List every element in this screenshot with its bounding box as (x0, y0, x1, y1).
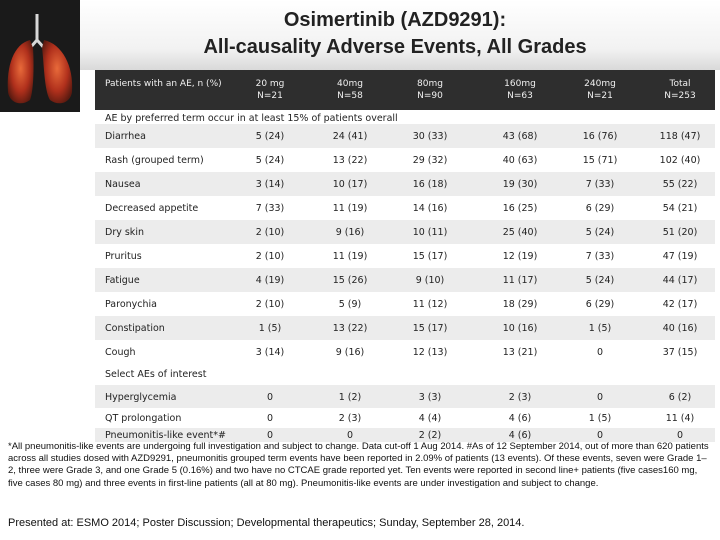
table-cell: 3 (14) (255, 347, 285, 358)
table-cell: 10 (17) (332, 179, 368, 190)
row-label: Rash (grouped term) (105, 155, 204, 166)
row-label: Dry skin (105, 227, 144, 238)
table-cell: 2 (2) (418, 430, 442, 441)
table-cell: 1 (5) (588, 323, 612, 334)
table-cell: 7 (33) (585, 179, 615, 190)
table-cell: 4 (19) (255, 275, 285, 286)
table-row (95, 340, 715, 364)
table-cell: 16 (18) (412, 179, 448, 190)
table-row (95, 148, 715, 172)
table-cell: 0 (676, 430, 684, 441)
column-header-240mg (570, 78, 630, 102)
table-cell: 19 (30) (502, 179, 538, 190)
table-row (95, 268, 715, 292)
table-cell: 15 (17) (412, 251, 448, 262)
table-cell: 5 (24) (255, 131, 285, 142)
table-cell: 5 (24) (255, 155, 285, 166)
row-label: Cough (105, 347, 136, 358)
table-cell: 30 (33) (412, 131, 448, 142)
table-row (95, 220, 715, 244)
table-cell: 18 (29) (502, 299, 538, 310)
table-cell: 7 (33) (585, 251, 615, 262)
table-cell: 12 (13) (412, 347, 448, 358)
table-cell: 3 (14) (255, 179, 285, 190)
table-cell: 1 (2) (338, 392, 362, 403)
row-label: Nausea (105, 179, 141, 190)
table-row (95, 244, 715, 268)
title-banner (0, 0, 720, 70)
section-label: AE by preferred term occur in at least 15% of patients overall (105, 113, 398, 124)
table-row (95, 428, 715, 442)
column-header-80mg (400, 78, 460, 102)
column-n: N=21 (257, 91, 283, 101)
table-cell: 5 (24) (585, 275, 615, 286)
column-n: N=58 (337, 91, 363, 101)
header-label: Patients with an AE, n (%) (105, 79, 222, 89)
table-cell: 7 (33) (255, 203, 285, 214)
table-cell: 102 (40) (659, 155, 701, 166)
table-cell: 118 (47) (659, 131, 701, 142)
table-cell: 55 (22) (662, 179, 698, 190)
table-cell: 2 (10) (255, 251, 285, 262)
page-title-line-1: Osimertinib (AZD9291): (283, 9, 507, 31)
column-dose: 20 mg (255, 79, 285, 89)
table-cell: 11 (19) (332, 251, 368, 262)
column-n: N=63 (507, 91, 533, 101)
row-label: Pruritus (105, 251, 142, 262)
column-header-160mg (490, 78, 550, 102)
table-cell: 9 (10) (415, 275, 445, 286)
table-cell: 0 (596, 430, 604, 441)
column-n: N=90 (417, 91, 443, 101)
column-n: N=253 (664, 91, 696, 101)
table-cell: 9 (16) (335, 347, 365, 358)
table-cell: 24 (41) (332, 131, 368, 142)
column-n: N=21 (587, 91, 613, 101)
column-dose: Total (669, 79, 691, 89)
table-cell: 5 (24) (585, 227, 615, 238)
table-cell: 29 (32) (412, 155, 448, 166)
table-cell: 47 (19) (662, 251, 698, 262)
row-label: Decreased appetite (105, 203, 199, 214)
table-header (95, 70, 715, 110)
table-cell: 16 (76) (582, 131, 618, 142)
column-header-total (650, 78, 710, 102)
table-cell: 6 (29) (585, 299, 615, 310)
presented-at-citation: Presented at: ESMO 2014; Poster Discussion; Developmental therapeutics; Sunday, September 28, 2014. (8, 517, 525, 529)
column-dose: 160mg (504, 79, 536, 89)
table-cell: 0 (596, 347, 604, 358)
row-label: QT prolongation (105, 413, 182, 424)
row-label: Pneumonitis-like event*# (105, 430, 226, 441)
table-cell: 11 (19) (332, 203, 368, 214)
table-cell: 40 (16) (662, 323, 698, 334)
row-label: Diarrhea (105, 131, 146, 142)
column-dose: 40mg (337, 79, 363, 89)
table-cell: 4 (6) (508, 413, 532, 424)
table-cell: 15 (71) (582, 155, 618, 166)
table-cell: 15 (17) (412, 323, 448, 334)
table-cell: 16 (25) (502, 203, 538, 214)
section-label: Select AEs of interest (105, 369, 207, 380)
table-row (95, 124, 715, 148)
table-cell: 6 (29) (585, 203, 615, 214)
row-label: Constipation (105, 323, 165, 334)
footnote: *All pneumonitis-like events are undergoing full investigation and subject to change. Data cut-off 1 Aug 2014. #As of 12 September 2014, out of more than 620 patients across all studies dosed with AZD9291, pneumonitis grouped term events have been reported in 2.09% of patients (13 events). Of these events, seven were Grade 1–2, three were Grade 3, and one Grade 5 (0.16%) and two have no CTCAE grade reported yet. Ten events were reported in second line+ patients (five cases160 mg, five cases 80 mg) and three events in first-line patients (all at 80 mg). Pneumonitis-like events are under investigation and subject to change. (8, 441, 709, 489)
table-cell: 42 (17) (662, 299, 698, 310)
lungs-icon (0, 0, 80, 112)
table-cell: 3 (3) (418, 392, 442, 403)
table-cell: 0 (596, 392, 604, 403)
table-cell: 13 (21) (502, 347, 538, 358)
table-cell: 40 (63) (502, 155, 538, 166)
table-cell: 10 (16) (502, 323, 538, 334)
table-cell: 11 (4) (665, 413, 695, 424)
table-row (95, 196, 715, 220)
table-cell: 15 (26) (332, 275, 368, 286)
table-row (95, 316, 715, 340)
table-row (95, 385, 715, 409)
table-cell: 6 (2) (668, 392, 692, 403)
column-dose: 80mg (417, 79, 443, 89)
table-cell: 11 (12) (412, 299, 448, 310)
table-cell: 0 (266, 430, 274, 441)
table-cell: 2 (10) (255, 227, 285, 238)
column-header-40mg (320, 78, 380, 102)
table-cell: 1 (5) (588, 413, 612, 424)
table-cell: 10 (11) (412, 227, 448, 238)
table-cell: 4 (4) (418, 413, 442, 424)
table-cell: 12 (19) (502, 251, 538, 262)
table-cell: 2 (3) (338, 413, 362, 424)
table-cell: 0 (346, 430, 354, 441)
table-cell: 2 (3) (508, 392, 532, 403)
table-cell: 0 (266, 413, 274, 424)
table-cell: 43 (68) (502, 131, 538, 142)
row-label: Fatigue (105, 275, 140, 286)
table-cell: 25 (40) (502, 227, 538, 238)
table-cell: 9 (16) (335, 227, 365, 238)
section-header-aes-of-interest (95, 366, 715, 384)
column-dose: 240mg (584, 79, 616, 89)
table-cell: 0 (266, 392, 274, 403)
table-cell: 13 (22) (332, 323, 368, 334)
table-row (95, 172, 715, 196)
table-cell: 4 (6) (508, 430, 532, 441)
table-cell: 54 (21) (662, 203, 698, 214)
row-label: Paronychia (105, 299, 157, 310)
row-label: Hyperglycemia (105, 392, 177, 403)
table-cell: 37 (15) (662, 347, 698, 358)
table-cell: 11 (17) (502, 275, 538, 286)
table-cell: 44 (17) (662, 275, 698, 286)
table-cell: 5 (9) (338, 299, 362, 310)
column-header-20mg (240, 78, 300, 102)
table-cell: 14 (16) (412, 203, 448, 214)
table-cell: 1 (5) (258, 323, 282, 334)
table-cell: 13 (22) (332, 155, 368, 166)
table-cell: 51 (20) (662, 227, 698, 238)
table-cell: 2 (10) (255, 299, 285, 310)
table-row (95, 292, 715, 316)
page-title-line-2: All-causality Adverse Events, All Grades (203, 36, 587, 58)
